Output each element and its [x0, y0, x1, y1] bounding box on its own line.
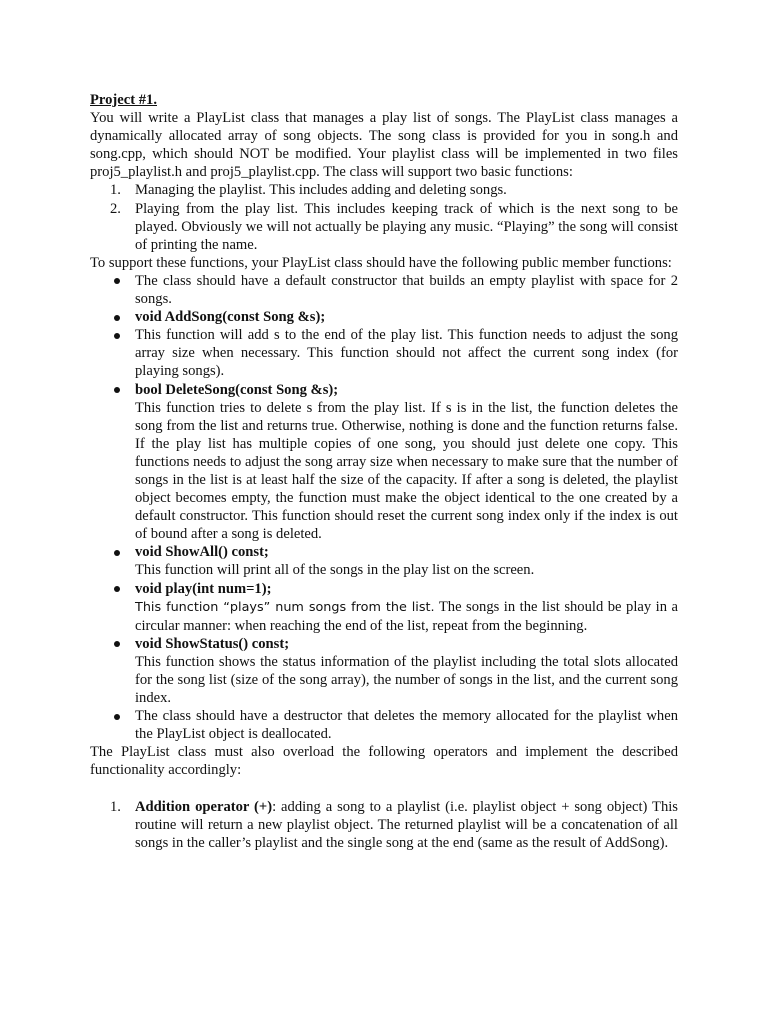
- bullet-icon: [114, 714, 120, 720]
- bullet-icon: [114, 387, 120, 393]
- member-functions-list: [90, 272, 678, 743]
- deletesong-description: This function tries to delete s from the play list. If s is in the list, the function deletes the song from the list and returns true. Otherwise, nothing is done and the function returns false. If the play list has multiple copies of one song, you should just delete one copy. This functions needs to adjust the song array size when necessary to make sure that the number of songs in the list is at least half the size of the capacity. If after a song is deleted, the playlist object becomes empty, the function must make the object identical to the one created by a default constructor. This function should reset the current song index only if the index is out of bound after a song is deleted.: [135, 399, 678, 543]
- list-item: [90, 326, 678, 380]
- addsong-description: This function will add s to the end of the play list. This function needs to adjust the song array size when necessary. This function should not affect the current song index (for playing songs).: [135, 327, 678, 380]
- list-item: [90, 707, 678, 743]
- support-paragraph: To support these functions, your PlayList class should have the following public member functions:: [90, 254, 672, 271]
- spacer: [90, 780, 678, 798]
- basic-functions-list: [90, 181, 678, 253]
- play-signature: void play(int num=1);: [135, 580, 272, 597]
- document-page: [90, 91, 678, 852]
- showstatus-signature: void ShowStatus() const;: [135, 635, 290, 652]
- list-item: [90, 635, 678, 707]
- showall-signature: void ShowAll() const;: [135, 544, 269, 561]
- operator-name: Addition operator (+): [135, 798, 273, 815]
- play-description: The songs in the list should be play in a circular manner: when reaching the end of the list, repeat from the beginning.: [135, 598, 678, 634]
- list-number: 1.: [110, 798, 121, 815]
- bullet-icon: [114, 315, 120, 321]
- list-item: [90, 543, 678, 579]
- deletesong-signature: bool DeleteSong(const Song &s);: [135, 381, 339, 398]
- constructor-text: The class should have a default constructor that builds an empty playlist with space for 2 songs.: [135, 272, 678, 308]
- addsong-signature: void AddSong(const Song &s);: [135, 309, 326, 326]
- bullet-icon: [114, 586, 120, 592]
- list-item: [90, 181, 678, 199]
- play-description-lead: This function “plays” num songs from the list.: [135, 599, 435, 615]
- list-number: 2.: [110, 200, 121, 217]
- bullet-icon: [114, 641, 120, 647]
- showall-description: This function will print all of the songs in the play list on the screen.: [135, 562, 535, 579]
- list-item: [90, 272, 678, 308]
- operator-description: : adding a song to a playlist (i.e. playlist object + song object) This routine will return a new playlist object. The returned playlist will be a concatenation of all songs in the caller’s playlist and the single song at the end (same as the result of AddSong).: [135, 798, 678, 851]
- list-item: [90, 798, 678, 852]
- intro-paragraph: You will write a PlayList class that manages a play list of songs. The PlayList class manages a dynamically allocated array of song objects. The song class is provided for you in song.h and song.cpp, which should NOT be modified. Your playlist class will be implemented in two files proj5_playlist.h and proj5_playlist.cpp. The class will support two basic functions:: [90, 110, 678, 181]
- list-item-text: Playing from the play list. This includes keeping track of which is the next song to be played. Obviously we will not actually be playing any music. “Playing” the song will consist of printing the name.: [135, 200, 678, 253]
- list-item: [90, 308, 678, 326]
- showstatus-description: This function shows the status information of the playlist including the total slots allocated for the song list (size of the song array), the number of songs in the list, and the current song index.: [135, 653, 678, 707]
- operators-list: [90, 798, 678, 852]
- list-item: [90, 200, 678, 254]
- bullet-icon: [114, 278, 120, 284]
- destructor-text: The class should have a destructor that deletes the memory allocated for the playlist when the PlayList object is deallocated.: [135, 708, 678, 743]
- list-item: [90, 580, 678, 635]
- operators-paragraph: The PlayList class must also overload the following operators and implement the described functionality accordingly:: [90, 744, 678, 779]
- bullet-icon: [114, 333, 120, 339]
- project-title: Project #1.: [90, 92, 157, 108]
- bullet-icon: [114, 550, 120, 556]
- list-item: [90, 381, 678, 544]
- list-item-text: Managing the playlist. This includes adding and deleting songs.: [135, 182, 507, 199]
- list-number: 1.: [110, 182, 121, 199]
